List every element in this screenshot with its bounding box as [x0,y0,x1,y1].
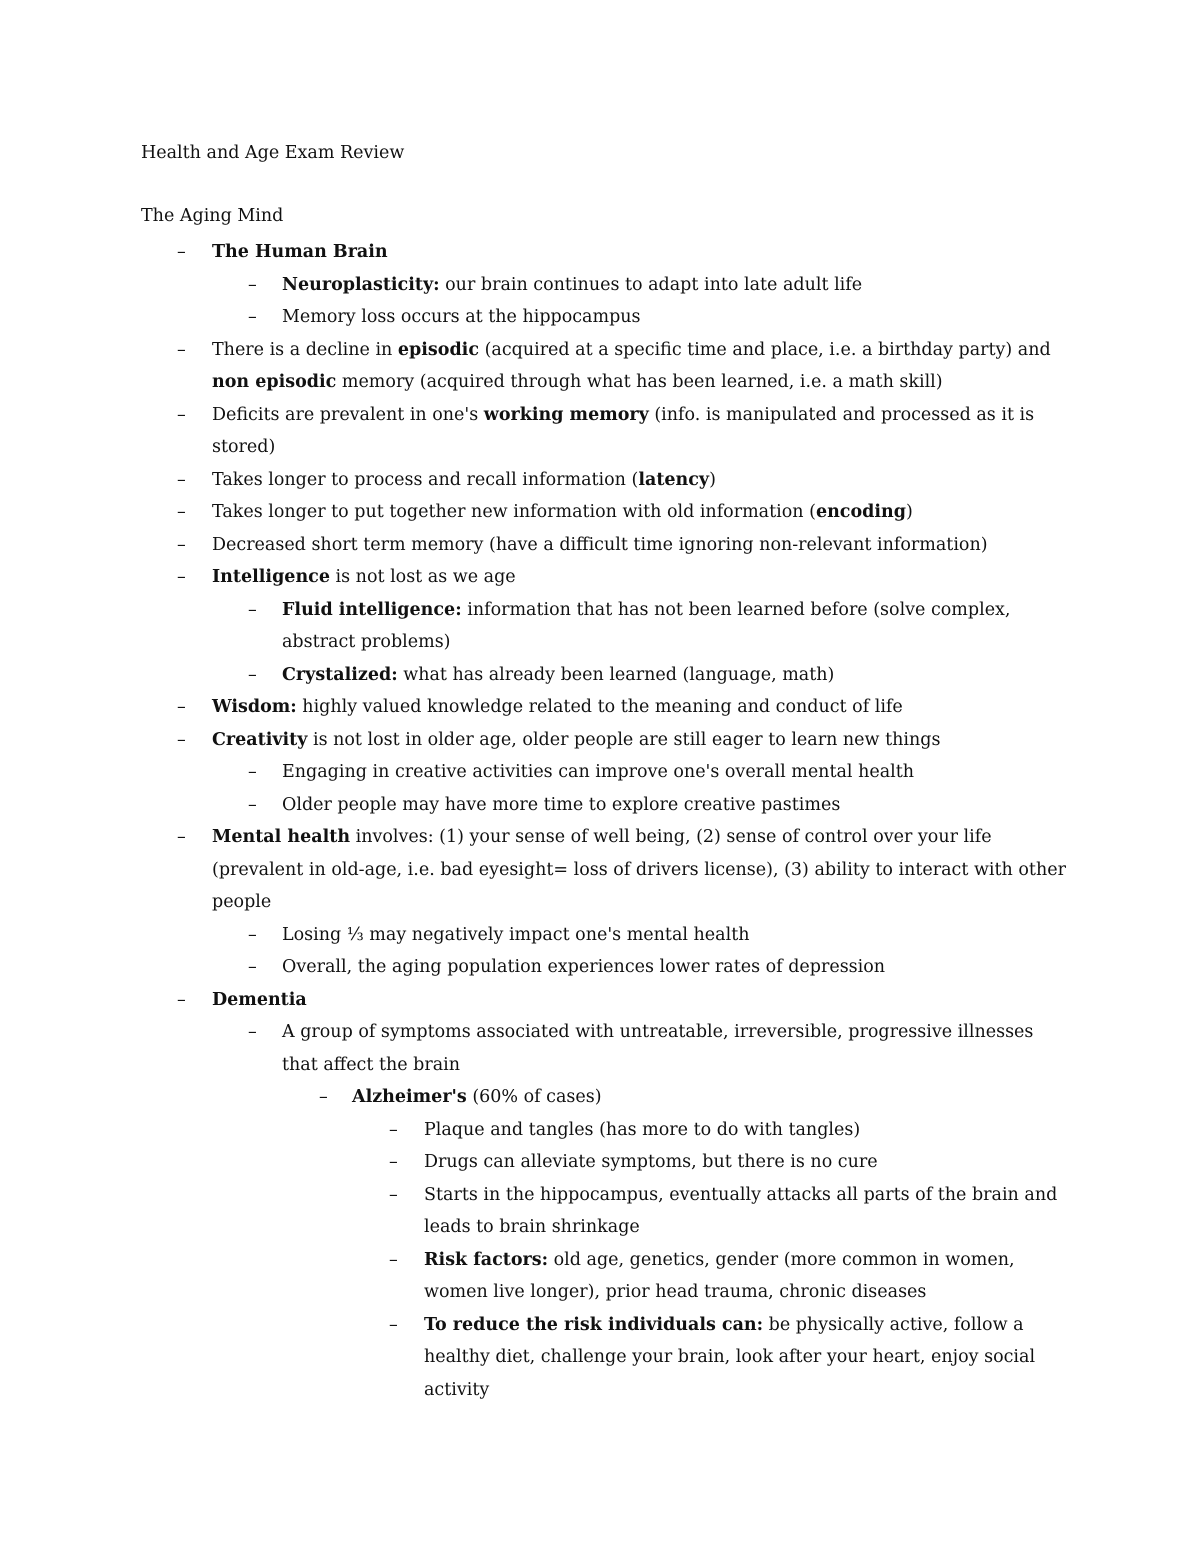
outline-item-text [282,301,1071,334]
outline-item [141,951,1071,984]
outline-item [141,724,1071,757]
bullet-dash: – [248,794,257,815]
outline-item [141,1081,1071,1114]
bullet-dash: – [389,1119,398,1140]
bold-term: To reduce the risk individuals can: [424,1314,764,1335]
text-segment: (info. is manipulated and processed as it is stored) [212,404,1035,457]
outline-item [141,561,1071,594]
bullet-dash: – [248,664,257,685]
bullet-dash: – [389,1314,398,1335]
outline-item-text [282,659,1071,692]
bold-term: Fluid intelligence: [282,599,462,620]
outline-item-text [212,984,1071,1017]
bullet-dash: – [177,827,186,847]
outline-item-text [212,691,1071,724]
outline-item-text [352,1081,1071,1114]
text-segment: ) [709,469,716,490]
outline-item [141,1114,1071,1147]
text-segment: Engaging in creative activities can improve one's overall mental health [282,762,915,782]
outline-item [141,984,1071,1017]
bullet-dash: – [248,274,257,295]
text-segment: what has already been learned (language, math) [397,664,835,685]
bold-term: Mental health [212,827,351,847]
text-segment: Starts in the hippocampus, eventually attacks all parts of the brain and leads to brain shrinkage [424,1184,1058,1237]
text-segment: Older people may have more time to explore creative pastimes [282,794,841,815]
text-segment: be physically active, follow a healthy diet, challenge your brain, look after your heart, enjoy social activity [424,1314,1036,1400]
document-title: Health and Age Exam Review [141,143,405,163]
outline-item-text [282,919,1071,952]
bullet-dash: – [389,1184,398,1205]
bullet-dash: – [177,404,186,425]
outline-item [141,334,1071,399]
bold-term: Crystalized: [282,664,398,685]
bold-term: non episodic [212,372,337,392]
text-segment: ) [905,502,913,522]
outline-item [141,301,1071,334]
outline-item-text [424,1146,1071,1179]
text-segment: Plaque and tangles (has more to do with tangles) [424,1119,861,1140]
text-segment: our brain continues to adapt into late adult life [439,274,863,295]
bold-term: Risk factors: [424,1249,549,1270]
text-segment: Losing ⅓ may negatively impact one's mental health [282,924,750,945]
outline-item-text [424,1179,1071,1244]
outline-item [141,659,1071,692]
outline-item-text [212,236,1071,269]
text-segment: (60% of cases) [466,1087,602,1107]
bullet-dash: – [177,989,186,1010]
outline-item-text [212,561,1071,594]
outline-item [141,594,1071,659]
bullet-dash: – [248,957,257,977]
bold-term: Intelligence [212,567,330,587]
text-segment: Takes longer to put together new information with old information ( [212,502,816,522]
bullet-dash: – [248,1022,257,1042]
bullet-dash: – [248,307,257,327]
text-segment: Memory loss occurs at the hippocampus [282,307,641,327]
text-segment: Overall, the aging population experiences lower rates of depression [282,957,886,977]
outline-item [141,691,1071,724]
outline-item-text [282,951,1071,984]
text-segment: memory (acquired through what has been learned, i.e. a math skill) [336,372,943,392]
outline-item-text [212,724,1071,757]
text-segment: information that has not been learned before (solve complex, abstract problems) [282,599,1011,652]
text-segment: Deficits are prevalent in one's [212,404,484,425]
outline-item-text [282,1016,1071,1081]
text-segment: highly valued knowledge related to the meaning and conduct of life [296,697,903,717]
bullet-dash: – [248,599,257,620]
bullet-dash: – [248,924,257,945]
bold-term: Creativity [212,729,308,750]
bold-term: working memory [483,404,649,425]
outline-item-text [282,594,1071,659]
outline-item-text [282,756,1071,789]
outline-item [141,821,1071,919]
bullet-dash: – [177,729,186,750]
outline-item [141,1146,1071,1179]
bullet-dash: – [319,1087,328,1107]
bullet-dash: – [177,502,186,522]
outline-item [141,1309,1071,1407]
bullet-dash: – [177,697,186,717]
bold-term: encoding [815,502,906,522]
outline-item-text [212,334,1071,399]
outline-item-text [282,269,1071,302]
outline-item [141,789,1071,822]
outline-item-text [212,821,1071,919]
outline-item-text [212,529,1071,562]
text-segment: Decreased short term memory (have a difficult time ignoring non-relevant information) [212,534,988,555]
bullet-dash: – [177,242,186,262]
bullet-dash: – [389,1152,398,1172]
text-segment: old age, genetics, gender (more common in women, women live longer), prior head trauma, chronic diseases [424,1249,1015,1302]
text-segment: A group of symptoms associated with untreatable, irreversible, progressive illnesses that affect the brain [282,1022,1034,1075]
text-segment: (acquired at a specific time and place, i.e. a birthday party) and [479,339,1051,360]
outline-item-text [424,1114,1071,1147]
text-segment: involves: (1) your sense of well being, (2) sense of control over your life (prevalent in old-age, i.e. bad eyesight= loss of drivers license), (3) ability to interact with other people [212,827,1066,912]
outline-item-text [424,1309,1071,1407]
outline-item [141,1179,1071,1244]
text-segment: is not lost as we age [329,567,516,587]
outline-item-text [212,496,1071,529]
bold-term: episodic [397,339,479,360]
bold-term: The Human Brain [212,242,388,262]
outline-list [141,236,1071,1406]
bullet-dash: – [177,534,186,555]
bold-term: Neuroplasticity: [282,274,440,295]
text-segment: Drugs can alleviate symptoms, but there is no cure [424,1152,878,1172]
outline-item [141,919,1071,952]
bullet-dash: – [389,1249,398,1270]
text-segment: Takes longer to process and recall information ( [212,469,639,490]
outline-item-text [282,789,1071,822]
outline-item [141,269,1071,302]
outline-item [141,1016,1071,1081]
bullet-dash: – [177,339,186,360]
text-segment: There is a decline in [212,339,398,360]
section-title: The Aging Mind [141,206,284,226]
bullet-dash: – [177,567,186,587]
bold-term: Alzheimer's [352,1087,467,1107]
outline-item-text [424,1244,1071,1309]
outline-item [141,399,1071,464]
outline-item [141,464,1071,497]
bold-term: Dementia [212,989,307,1010]
outline-item-text [212,399,1071,464]
outline-item-text [212,464,1071,497]
outline-item [141,756,1071,789]
outline-item [141,1244,1071,1309]
outline-item [141,236,1071,269]
bold-term: latency [638,469,710,490]
bullet-dash: – [248,762,257,782]
bullet-dash: – [177,469,186,490]
bold-term: Wisdom: [212,697,297,717]
text-segment: is not lost in older age, older people are still eager to learn new things [307,729,941,750]
outline-item [141,496,1071,529]
outline-item [141,529,1071,562]
